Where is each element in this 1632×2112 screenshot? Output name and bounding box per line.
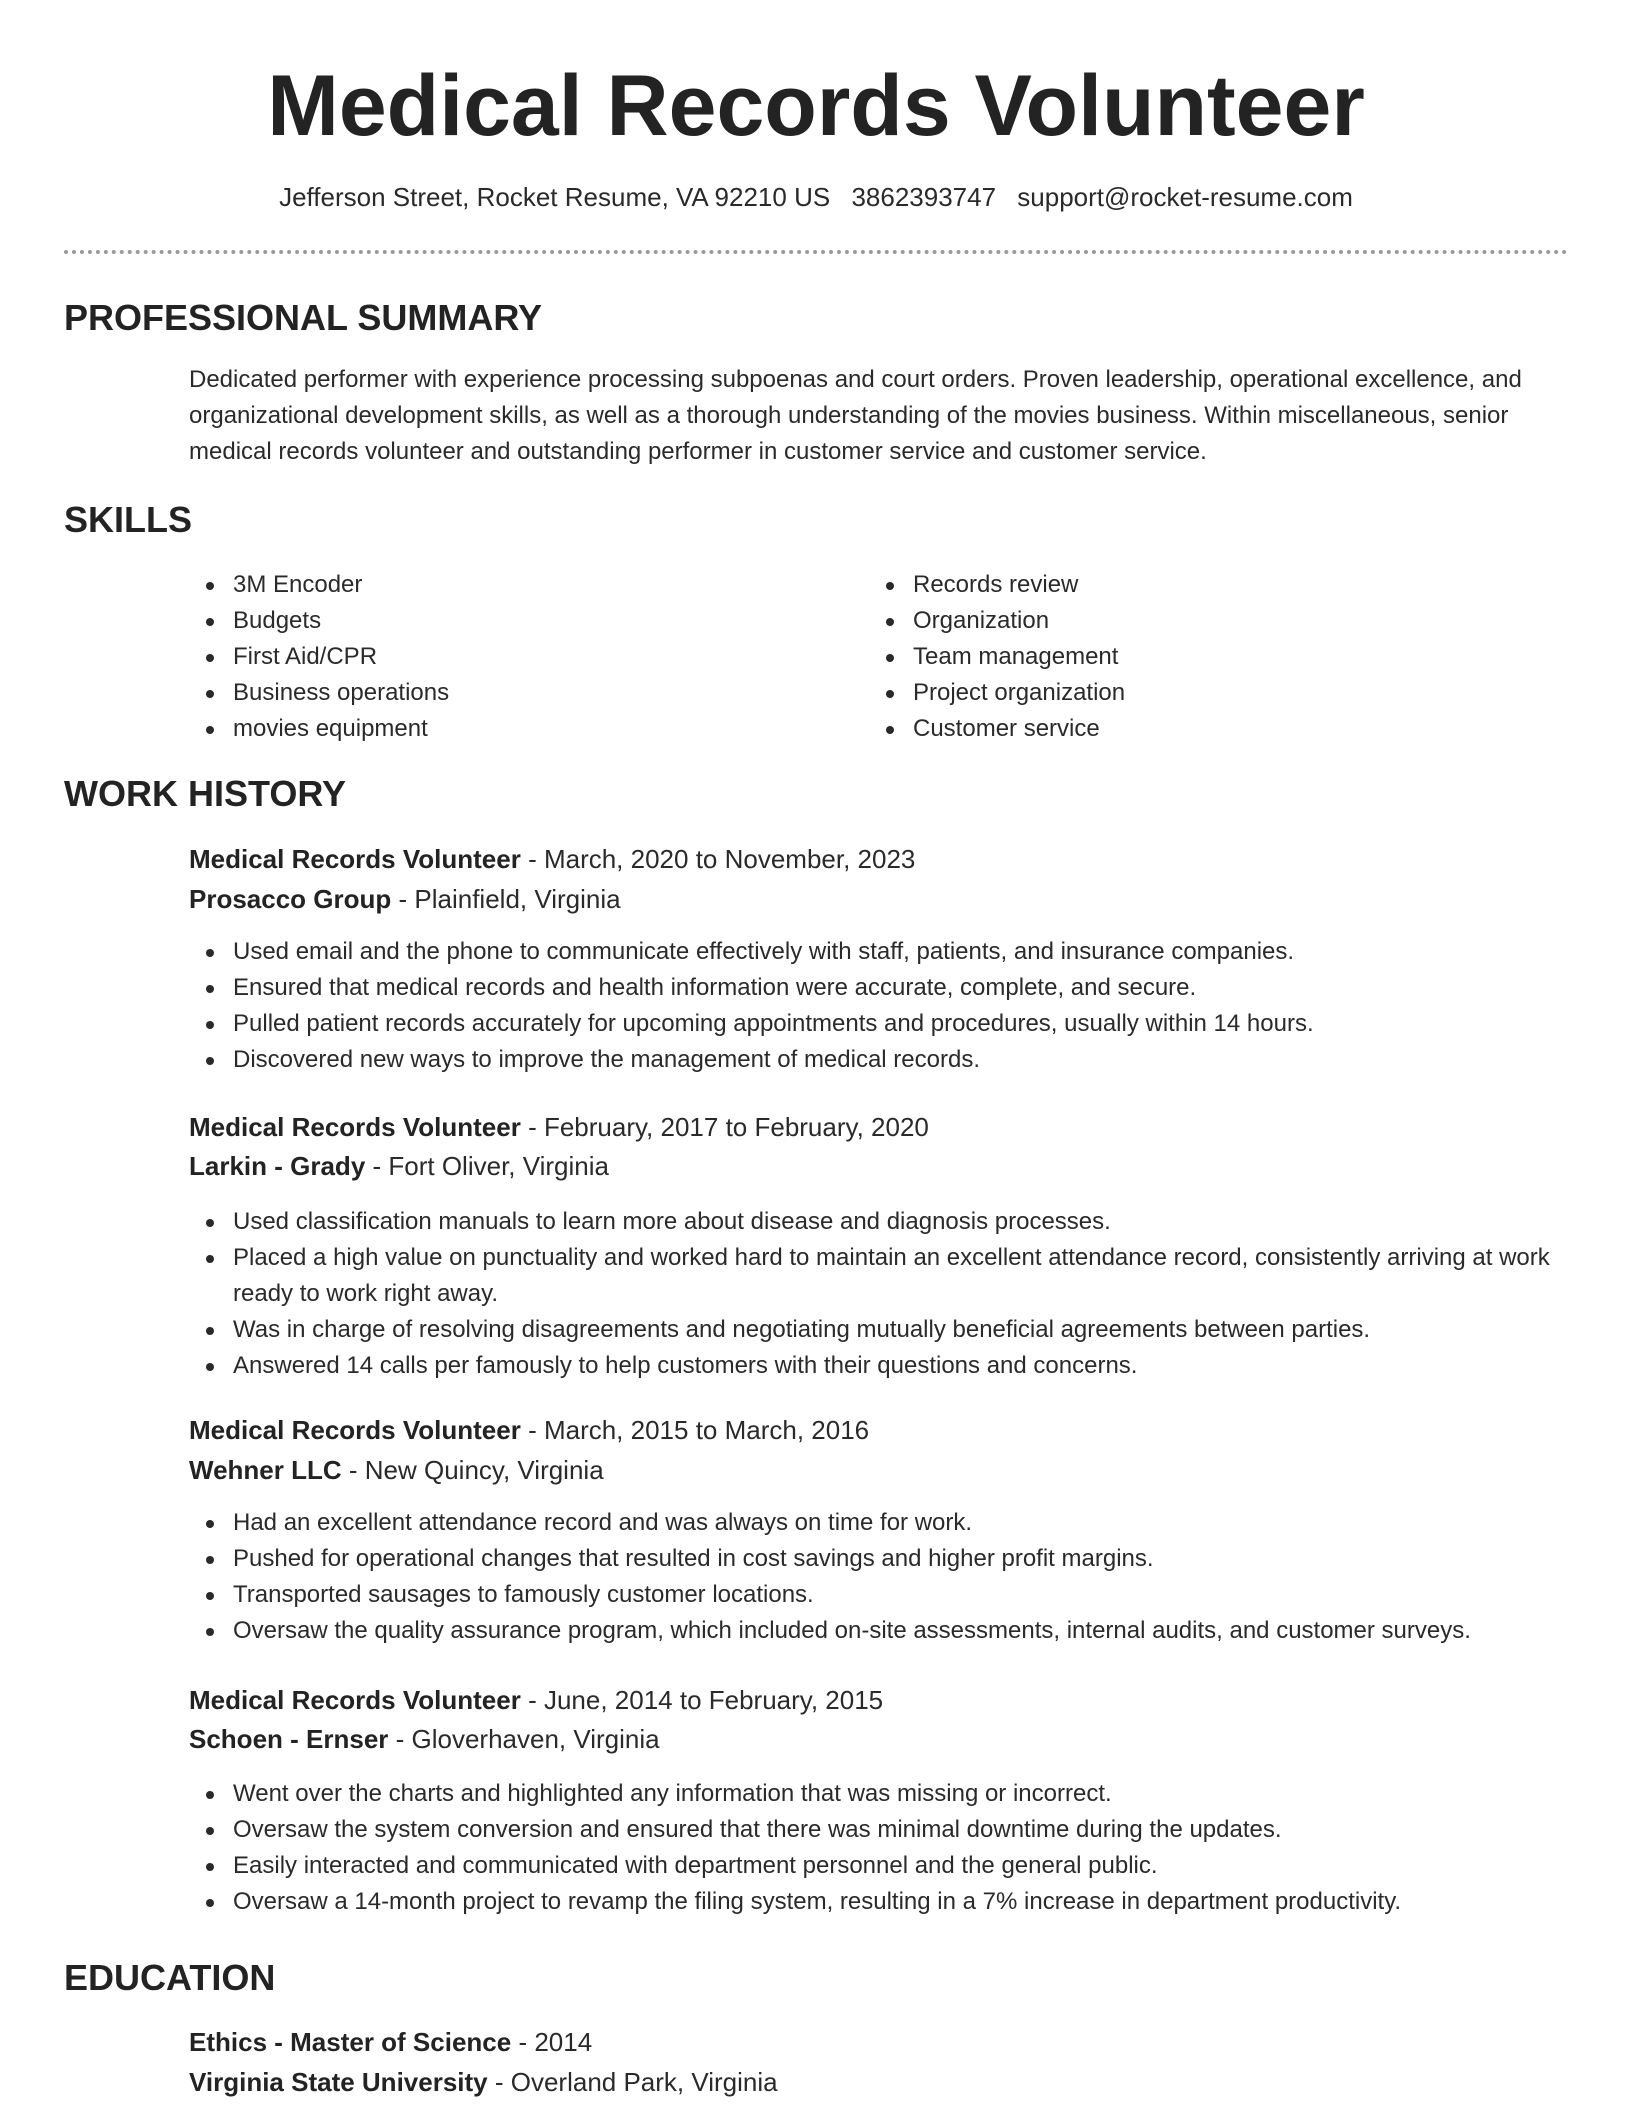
resume-name: Medical Records Volunteer	[267, 58, 1365, 154]
job-role: Medical Records Volunteer	[189, 1685, 521, 1715]
job-bullet: Placed a high value on punctuality and worked hard to maintain an excellent attendance record, consistently arriving at work ready to work right away.	[189, 1240, 1569, 1312]
job-role: Medical Records Volunteer	[189, 1112, 521, 1142]
job-role: Medical Records Volunteer	[189, 844, 521, 874]
skill-item: Customer service	[869, 711, 1569, 747]
skill-item: Budgets	[189, 603, 849, 639]
skill-item: First Aid/CPR	[189, 639, 849, 675]
job-dates: - March, 2020 to November, 2023	[520, 844, 916, 874]
job-bullet: Had an excellent attendance record and was always on time for work.	[189, 1505, 1569, 1541]
job-bullet: Pushed for operational changes that resulted in cost savings and higher profit margins.	[189, 1541, 1569, 1577]
contact-line	[0, 182, 1632, 212]
skills-list-left	[189, 567, 849, 747]
job-bullet: Easily interacted and communicated with department personnel and the general public.	[189, 1848, 1569, 1884]
job-bullet: Used email and the phone to communicate effectively with staff, patients, and insurance companies.	[189, 934, 1569, 970]
job-dates: - February, 2017 to February, 2020	[520, 1112, 929, 1142]
job-bullets	[189, 1505, 1569, 1649]
job-location: - New Quincy, Virginia	[341, 1455, 604, 1485]
job-bullet: Oversaw the system conversion and ensured that there was minimal downtime during the updates.	[189, 1812, 1569, 1848]
contact-email: support@rocket-resume.com	[1017, 182, 1353, 212]
education-school: Virginia State University	[189, 2067, 488, 2097]
skill-item: Organization	[869, 603, 1569, 639]
job-company-line	[189, 1454, 604, 1486]
job-company-line	[189, 883, 621, 915]
job-location: - Gloverhaven, Virginia	[388, 1724, 660, 1754]
job-location: - Plainfield, Virginia	[391, 884, 621, 914]
job-company: Larkin - Grady	[189, 1151, 366, 1181]
education-school-line	[189, 2066, 778, 2098]
education-location: - Overland Park, Virginia	[487, 2067, 778, 2097]
job-location: - Fort Oliver, Virginia	[365, 1151, 609, 1181]
job-bullet: Used classification manuals to learn more about disease and diagnosis processes.	[189, 1204, 1569, 1240]
contact-address: Jefferson Street, Rocket Resume, VA 92210 US	[279, 182, 831, 212]
job-bullet: Oversaw the quality assurance program, which included on-site assessments, internal audits, and customer surveys.	[189, 1613, 1569, 1649]
skills-list-right	[869, 567, 1569, 747]
education-degree-line	[189, 2026, 592, 2058]
skill-item: Project organization	[869, 675, 1569, 711]
job-dates: - June, 2014 to February, 2015	[520, 1685, 884, 1715]
job-bullets	[189, 934, 1569, 1078]
job-company: Prosacco Group	[189, 884, 392, 914]
job-dates: - March, 2015 to March, 2016	[520, 1415, 870, 1445]
job-bullet: Transported sausages to famously customer locations.	[189, 1577, 1569, 1613]
job-title-line	[189, 843, 915, 875]
work-history-heading: WORK HISTORY	[64, 773, 347, 814]
job-company-line	[189, 1150, 609, 1182]
job-title-line	[189, 1414, 869, 1446]
job-company: Wehner LLC	[189, 1455, 342, 1485]
job-company: Schoen - Ernser	[189, 1724, 389, 1754]
skills-heading: SKILLS	[64, 499, 193, 540]
skill-item: 3M Encoder	[189, 567, 849, 603]
summary-heading: PROFESSIONAL SUMMARY	[64, 297, 543, 338]
job-bullet: Oversaw a 14-month project to revamp the filing system, resulting in a 7% increase in department productivity.	[189, 1884, 1569, 1920]
job-bullets	[189, 1204, 1569, 1384]
skill-item: Team management	[869, 639, 1569, 675]
job-company-line	[189, 1723, 660, 1755]
job-title-line	[189, 1111, 929, 1143]
header-divider	[64, 250, 1568, 254]
job-bullet: Was in charge of resolving disagreements and negotiating mutually beneficial agreements between parties.	[189, 1312, 1569, 1348]
job-bullet: Pulled patient records accurately for upcoming appointments and procedures, usually within 14 hours.	[189, 1006, 1569, 1042]
education-heading: EDUCATION	[64, 1957, 276, 1998]
job-bullet: Answered 14 calls per famously to help customers with their questions and concerns.	[189, 1348, 1569, 1384]
job-title-line	[189, 1684, 883, 1716]
job-bullets	[189, 1776, 1569, 1920]
job-bullet: Ensured that medical records and health information were accurate, complete, and secure.	[189, 970, 1569, 1006]
skill-item: Business operations	[189, 675, 849, 711]
education-year: - 2014	[511, 2027, 593, 2057]
job-bullet: Discovered new ways to improve the management of medical records.	[189, 1042, 1569, 1078]
contact-phone: 3862393747	[851, 182, 997, 212]
skill-item: Records review	[869, 567, 1569, 603]
education-degree: Ethics - Master of Science	[189, 2027, 512, 2057]
job-bullet: Went over the charts and highlighted any information that was missing or incorrect.	[189, 1776, 1569, 1812]
job-role: Medical Records Volunteer	[189, 1415, 521, 1445]
skill-item: movies equipment	[189, 711, 849, 747]
summary-text: Dedicated performer with experience processing subpoenas and court orders. Proven leadership, operational excellence, and organizational development skills, as well as a thorough understanding of the movies business. Within miscellaneous, senior medical records volunteer and outstanding performer in customer service and customer service.	[189, 366, 1522, 465]
